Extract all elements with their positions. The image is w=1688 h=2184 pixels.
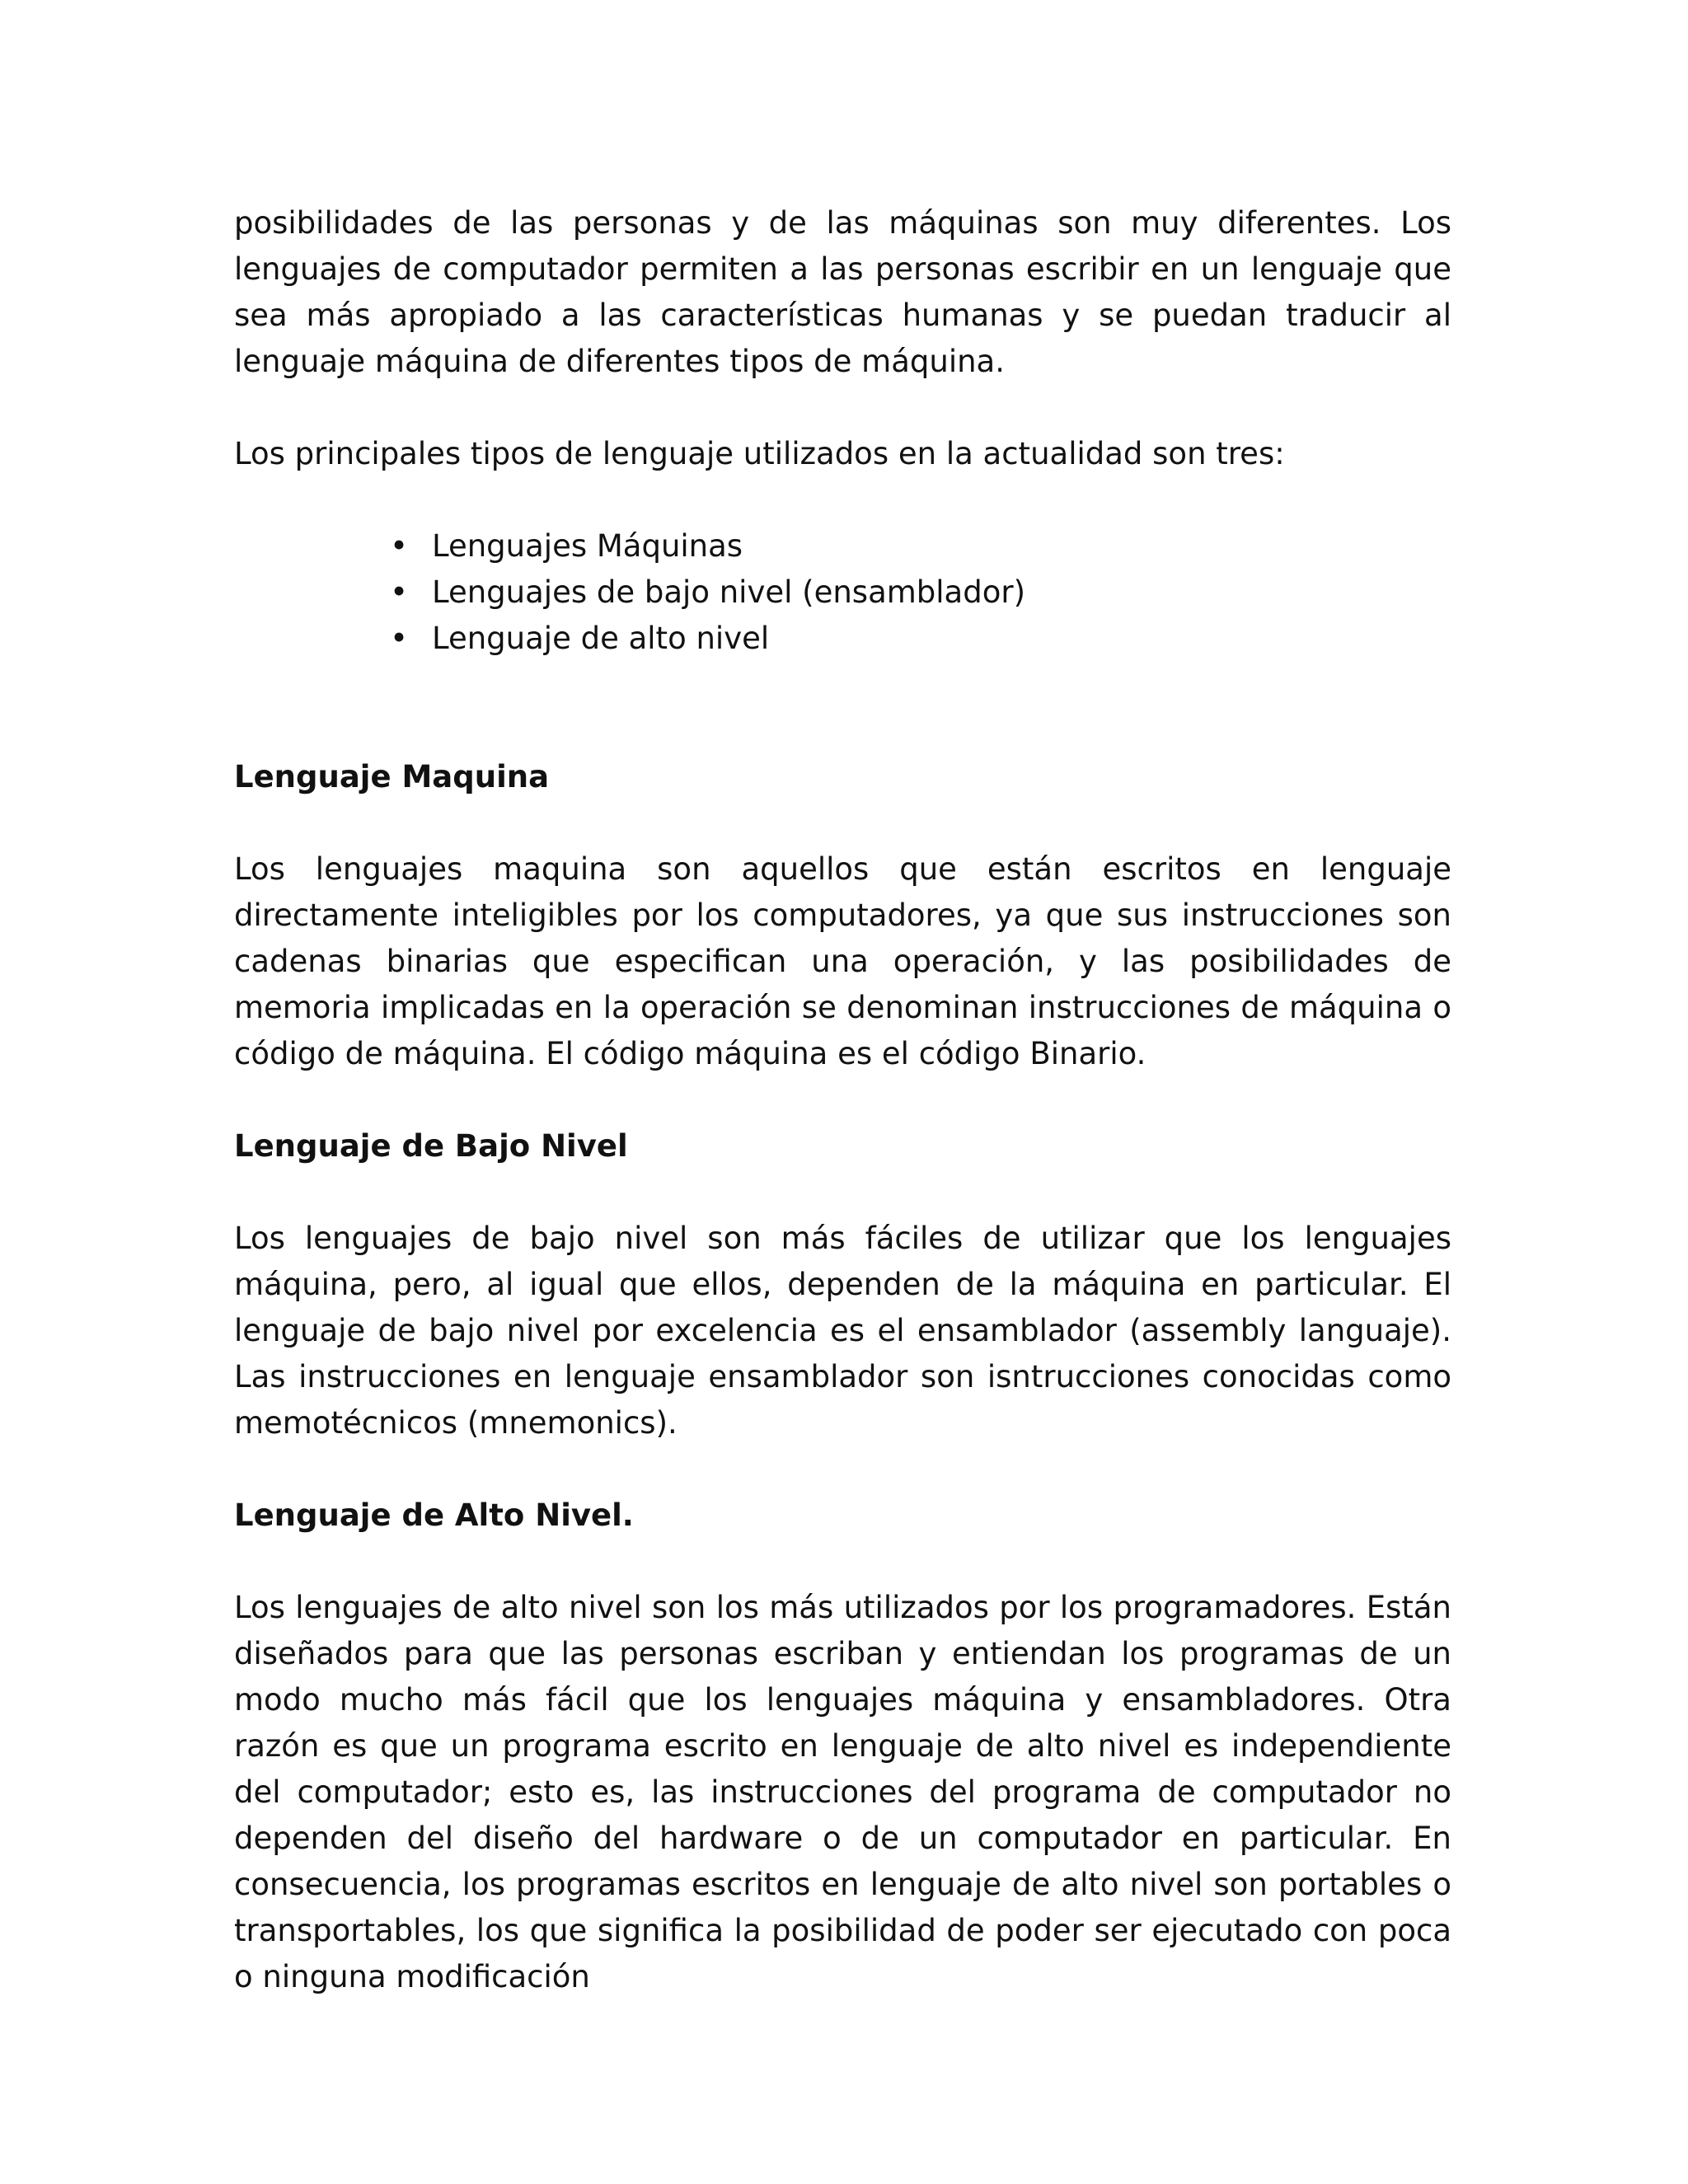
bullet-icon: • [390,621,408,656]
list-item [390,569,1451,616]
list-item-label: Lenguajes de bajo nivel (ensamblador) [432,574,1026,610]
bullet-icon: • [390,528,408,564]
document-page [234,200,1451,2000]
bajo-nivel-paragraph: Los lenguajes de bajo nivel son más fáciles de utilizar que los lenguajes máquina, pero, al igual que ellos, dependen de la máquina en particular. El lenguaje de bajo nivel por excelencia es el ensamblador (assembly languaje). Las instrucciones en lenguaje ensamblador son isntrucciones conocidas como memotécnicos (mnemonics). [234,1221,1451,1441]
bullet-icon: • [390,574,408,610]
list-item-label: Lenguajes Máquinas [432,528,743,564]
intro-paragraph: posibilidades de las personas y de las máquinas son muy diferentes. Los lenguajes de computador permiten a las personas escribir en un lenguaje que sea más apropiado a las características humanas y se puedan traducir al lenguaje máquina de diferentes tipos de máquina. [234,205,1451,379]
list-item [390,616,1451,662]
language-types-list [234,523,1451,662]
list-item [390,523,1451,569]
alto-nivel-paragraph: Los lenguajes de alto nivel son los más utilizados por los programadores. Están diseñados para que las personas escriban y entiendan los programas de un modo mucho más fácil que los lenguajes máquina y ensambladores. Otra razón es que un programa escrito en lenguaje de alto nivel es independiente del computador; esto es, las instrucciones del programa de computador no dependen del diseño del hardware o de un computador en particular. En consecuencia, los programas escritos en lenguaje de alto nivel son portables o transportables, los que significa la posibilidad de poder ser ejecutado con poca o ninguna modificación [234,1590,1451,1994]
maquina-paragraph: Los lenguajes maquina son aquellos que están escritos en lenguaje directamente inteligibles por los computadores, ya que sus instrucciones son cadenas binarias que especifican una operación, y las posibilidades de memoria implicadas en la operación se denominan instrucciones de máquina o código de máquina. El código máquina es el código Binario. [234,851,1451,1071]
list-item-label: Lenguaje de alto nivel [432,621,770,656]
types-intro-paragraph: Los principales tipos de lenguaje utilizados en la actualidad son tres: [234,436,1285,471]
heading-lenguaje-maquina: Lenguaje Maquina [234,759,550,794]
heading-lenguaje-alto-nivel: Lenguaje de Alto Nivel. [234,1497,634,1533]
heading-lenguaje-bajo-nivel: Lenguaje de Bajo Nivel [234,1128,628,1164]
